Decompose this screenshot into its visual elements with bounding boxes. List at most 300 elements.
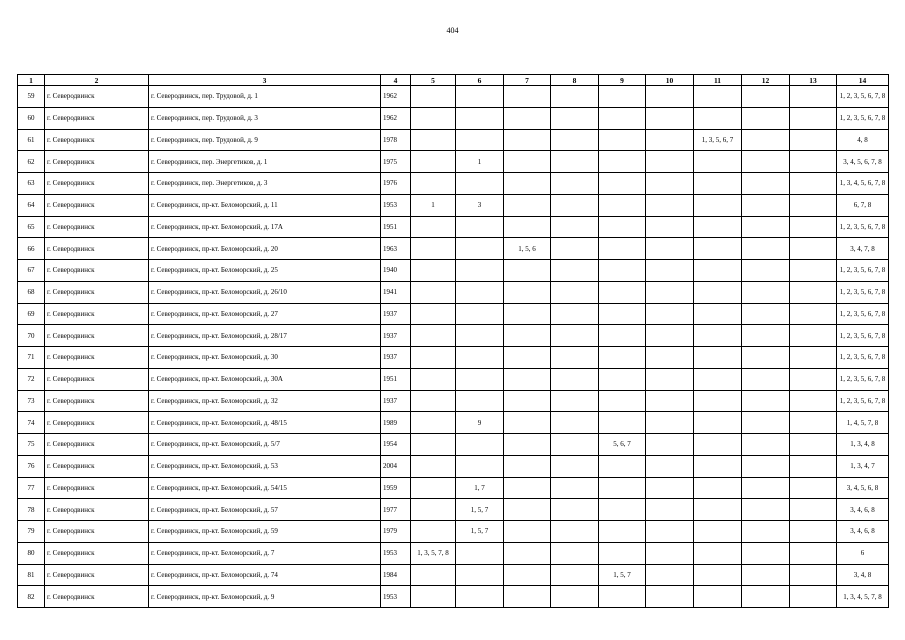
cell-col-13 <box>790 303 837 325</box>
cell-col-8 <box>551 412 599 434</box>
cell-col-5 <box>411 260 456 282</box>
cell-col-9 <box>599 151 646 173</box>
cell-col-8 <box>551 390 599 412</box>
cell-settlement: г. Северодвинск <box>45 542 149 564</box>
cell-settlement: г. Северодвинск <box>45 564 149 586</box>
cell-col-6 <box>456 86 504 108</box>
cell-col-6 <box>456 325 504 347</box>
cell-col-5: 1 <box>411 194 456 216</box>
cell-col-7 <box>504 542 551 564</box>
cell-address: г. Северодвинск, пр-кт. Беломорский, д. 48/15 <box>149 412 381 434</box>
cell-col-13 <box>790 281 837 303</box>
cell-col-5 <box>411 564 456 586</box>
table-row <box>18 499 889 521</box>
cell-col-8 <box>551 586 599 608</box>
cell-row-number: 69 <box>18 303 45 325</box>
cell-address: г. Северодвинск, пр-кт. Беломорский, д. 74 <box>149 564 381 586</box>
cell-col-8 <box>551 368 599 390</box>
cell-address: г. Северодвинск, пер. Трудовой, д. 1 <box>149 86 381 108</box>
cell-col-14: 3, 4, 7, 8 <box>837 238 889 260</box>
cell-col-12 <box>742 521 790 543</box>
cell-col-5 <box>411 173 456 195</box>
cell-col-9 <box>599 455 646 477</box>
cell-col-6 <box>456 260 504 282</box>
column-header-9: 9 <box>599 75 646 86</box>
cell-col-6: 3 <box>456 194 504 216</box>
table-row <box>18 477 889 499</box>
cell-address: г. Северодвинск, пр-кт. Беломорский, д. 17А <box>149 216 381 238</box>
cell-col-6 <box>456 216 504 238</box>
cell-year-built: 2004 <box>381 455 411 477</box>
cell-col-7 <box>504 281 551 303</box>
cell-col-12 <box>742 455 790 477</box>
cell-row-number: 74 <box>18 412 45 434</box>
table-row <box>18 564 889 586</box>
cell-col-9 <box>599 477 646 499</box>
cell-col-9 <box>599 129 646 151</box>
cell-address: г. Северодвинск, пр-кт. Беломорский, д. 20 <box>149 238 381 260</box>
cell-year-built: 1976 <box>381 173 411 195</box>
cell-col-11 <box>694 86 742 108</box>
cell-col-14: 1, 3, 4, 5, 7, 8 <box>837 586 889 608</box>
cell-col-8 <box>551 347 599 369</box>
cell-col-12 <box>742 368 790 390</box>
cell-col-5: 1, 3, 5, 7, 8 <box>411 542 456 564</box>
cell-col-13 <box>790 107 837 129</box>
cell-settlement: г. Северодвинск <box>45 368 149 390</box>
column-header-2: 2 <box>45 75 149 86</box>
cell-col-7 <box>504 564 551 586</box>
cell-address: г. Северодвинск, пр-кт. Беломорский, д. 59 <box>149 521 381 543</box>
cell-col-5 <box>411 499 456 521</box>
table-body <box>18 86 889 608</box>
table-row <box>18 86 889 108</box>
cell-col-7 <box>504 107 551 129</box>
cell-col-8 <box>551 281 599 303</box>
cell-col-10 <box>646 564 694 586</box>
cell-col-8 <box>551 216 599 238</box>
cell-address: г. Северодвинск, пр-кт. Беломорский, д. 26/10 <box>149 281 381 303</box>
cell-col-6 <box>456 303 504 325</box>
cell-col-11 <box>694 434 742 456</box>
cell-settlement: г. Северодвинск <box>45 173 149 195</box>
table-row <box>18 303 889 325</box>
cell-settlement: г. Северодвинск <box>45 151 149 173</box>
table-row <box>18 542 889 564</box>
cell-year-built: 1951 <box>381 216 411 238</box>
cell-col-5 <box>411 455 456 477</box>
cell-row-number: 73 <box>18 390 45 412</box>
cell-col-9: 1, 5, 7 <box>599 564 646 586</box>
cell-address: г. Северодвинск, пр-кт. Беломорский, д. 53 <box>149 455 381 477</box>
cell-row-number: 60 <box>18 107 45 129</box>
column-header-6: 6 <box>456 75 504 86</box>
cell-col-10 <box>646 216 694 238</box>
cell-col-9 <box>599 216 646 238</box>
cell-settlement: г. Северодвинск <box>45 216 149 238</box>
cell-col-8 <box>551 521 599 543</box>
column-header-10: 10 <box>646 75 694 86</box>
cell-col-7 <box>504 455 551 477</box>
page-number: 404 <box>446 26 459 35</box>
cell-year-built: 1951 <box>381 368 411 390</box>
cell-col-11 <box>694 216 742 238</box>
cell-col-7 <box>504 194 551 216</box>
cell-col-10 <box>646 586 694 608</box>
cell-col-10 <box>646 434 694 456</box>
cell-col-14: 3, 4, 6, 8 <box>837 521 889 543</box>
cell-settlement: г. Северодвинск <box>45 390 149 412</box>
cell-col-12 <box>742 434 790 456</box>
cell-settlement: г. Северодвинск <box>45 303 149 325</box>
cell-col-6 <box>456 107 504 129</box>
cell-col-11 <box>694 107 742 129</box>
cell-col-11 <box>694 521 742 543</box>
cell-col-14: 1, 3, 4, 7 <box>837 455 889 477</box>
cell-col-12 <box>742 173 790 195</box>
cell-col-5 <box>411 390 456 412</box>
cell-settlement: г. Северодвинск <box>45 325 149 347</box>
cell-col-8 <box>551 86 599 108</box>
cell-col-7 <box>504 586 551 608</box>
cell-col-12 <box>742 390 790 412</box>
table-row <box>18 107 889 129</box>
column-header-14: 14 <box>837 75 889 86</box>
cell-settlement: г. Северодвинск <box>45 129 149 151</box>
cell-col-12 <box>742 129 790 151</box>
column-header-5: 5 <box>411 75 456 86</box>
cell-col-9 <box>599 281 646 303</box>
cell-col-13 <box>790 455 837 477</box>
cell-col-14: 3, 4, 5, 6, 7, 8 <box>837 151 889 173</box>
cell-address: г. Северодвинск, пер. Энергетиков, д. 1 <box>149 151 381 173</box>
cell-col-8 <box>551 542 599 564</box>
cell-col-11 <box>694 347 742 369</box>
cell-col-14: 1, 2, 3, 5, 6, 7, 8 <box>837 368 889 390</box>
cell-address: г. Северодвинск, пр-кт. Беломорский, д. 5/7 <box>149 434 381 456</box>
cell-col-10 <box>646 173 694 195</box>
cell-year-built: 1953 <box>381 586 411 608</box>
cell-col-12 <box>742 325 790 347</box>
cell-col-12 <box>742 347 790 369</box>
cell-row-number: 70 <box>18 325 45 347</box>
cell-col-13 <box>790 542 837 564</box>
cell-year-built: 1984 <box>381 564 411 586</box>
cell-col-5 <box>411 434 456 456</box>
column-header-11: 11 <box>694 75 742 86</box>
cell-col-7 <box>504 86 551 108</box>
cell-year-built: 1959 <box>381 477 411 499</box>
cell-col-6 <box>456 542 504 564</box>
cell-col-10 <box>646 325 694 347</box>
cell-year-built: 1962 <box>381 86 411 108</box>
cell-col-7 <box>504 390 551 412</box>
cell-year-built: 1953 <box>381 194 411 216</box>
cell-row-number: 65 <box>18 216 45 238</box>
cell-col-12 <box>742 194 790 216</box>
cell-col-9 <box>599 390 646 412</box>
column-header-12: 12 <box>742 75 790 86</box>
cell-col-9 <box>599 260 646 282</box>
cell-col-13 <box>790 499 837 521</box>
cell-col-7 <box>504 129 551 151</box>
table-row <box>18 390 889 412</box>
cell-col-5 <box>411 368 456 390</box>
cell-col-14: 3, 4, 6, 8 <box>837 499 889 521</box>
cell-col-9 <box>599 238 646 260</box>
cell-col-14: 1, 3, 4, 8 <box>837 434 889 456</box>
cell-col-14: 1, 2, 3, 5, 6, 7, 8 <box>837 281 889 303</box>
cell-col-6 <box>456 281 504 303</box>
cell-col-12 <box>742 586 790 608</box>
table-row <box>18 151 889 173</box>
cell-row-number: 72 <box>18 368 45 390</box>
cell-col-6 <box>456 347 504 369</box>
cell-settlement: г. Северодвинск <box>45 521 149 543</box>
cell-col-14: 1, 3, 4, 5, 6, 7, 8 <box>837 173 889 195</box>
cell-col-7 <box>504 347 551 369</box>
cell-col-12 <box>742 477 790 499</box>
cell-col-11 <box>694 477 742 499</box>
cell-col-8 <box>551 303 599 325</box>
cell-col-10 <box>646 107 694 129</box>
table-row <box>18 455 889 477</box>
cell-address: г. Северодвинск, пр-кт. Беломорский, д. 28/17 <box>149 325 381 347</box>
cell-col-6: 1 <box>456 151 504 173</box>
cell-col-5 <box>411 129 456 151</box>
table-header <box>18 75 889 86</box>
cell-col-13 <box>790 477 837 499</box>
cell-col-5 <box>411 477 456 499</box>
cell-col-11 <box>694 390 742 412</box>
table-row <box>18 194 889 216</box>
column-header-1: 1 <box>18 75 45 86</box>
cell-col-5 <box>411 151 456 173</box>
cell-col-10 <box>646 390 694 412</box>
cell-col-11 <box>694 499 742 521</box>
cell-row-number: 59 <box>18 86 45 108</box>
cell-col-10 <box>646 412 694 434</box>
cell-col-7 <box>504 151 551 173</box>
cell-col-12 <box>742 86 790 108</box>
cell-settlement: г. Северодвинск <box>45 238 149 260</box>
cell-col-5 <box>411 107 456 129</box>
cell-row-number: 68 <box>18 281 45 303</box>
cell-col-11 <box>694 151 742 173</box>
cell-settlement: г. Северодвинск <box>45 586 149 608</box>
cell-col-5 <box>411 325 456 347</box>
cell-col-9 <box>599 194 646 216</box>
cell-col-10 <box>646 260 694 282</box>
cell-col-13 <box>790 564 837 586</box>
cell-col-13 <box>790 390 837 412</box>
cell-col-7 <box>504 477 551 499</box>
cell-col-10 <box>646 281 694 303</box>
cell-row-number: 80 <box>18 542 45 564</box>
cell-col-12 <box>742 303 790 325</box>
cell-col-14: 1, 4, 5, 7, 8 <box>837 412 889 434</box>
cell-year-built: 1937 <box>381 347 411 369</box>
cell-col-9 <box>599 542 646 564</box>
cell-year-built: 1937 <box>381 325 411 347</box>
cell-col-13 <box>790 434 837 456</box>
cell-col-6 <box>456 586 504 608</box>
column-header-4: 4 <box>381 75 411 86</box>
cell-col-6: 9 <box>456 412 504 434</box>
cell-col-11: 1, 3, 5, 6, 7 <box>694 129 742 151</box>
cell-col-9 <box>599 499 646 521</box>
cell-col-5 <box>411 303 456 325</box>
cell-col-13 <box>790 238 837 260</box>
cell-col-10 <box>646 194 694 216</box>
cell-col-13 <box>790 325 837 347</box>
cell-col-6: 1, 5, 7 <box>456 499 504 521</box>
cell-col-14: 1, 2, 3, 5, 6, 7, 8 <box>837 260 889 282</box>
cell-year-built: 1989 <box>381 412 411 434</box>
cell-settlement: г. Северодвинск <box>45 347 149 369</box>
cell-col-14: 3, 4, 5, 6, 8 <box>837 477 889 499</box>
cell-col-6: 1, 7 <box>456 477 504 499</box>
cell-col-7 <box>504 521 551 543</box>
cell-col-10 <box>646 521 694 543</box>
cell-col-13 <box>790 368 837 390</box>
cell-address: г. Северодвинск, пр-кт. Беломорский, д. 57 <box>149 499 381 521</box>
cell-year-built: 1937 <box>381 303 411 325</box>
cell-col-10 <box>646 151 694 173</box>
cell-row-number: 81 <box>18 564 45 586</box>
header-row <box>18 75 889 86</box>
cell-col-6 <box>456 238 504 260</box>
cell-year-built: 1978 <box>381 129 411 151</box>
cell-col-9 <box>599 107 646 129</box>
cell-col-14: 6, 7, 8 <box>837 194 889 216</box>
cell-col-8 <box>551 434 599 456</box>
cell-col-7 <box>504 325 551 347</box>
cell-col-14: 1, 2, 3, 5, 6, 7, 8 <box>837 107 889 129</box>
cell-col-14: 1, 2, 3, 5, 6, 7, 8 <box>837 216 889 238</box>
cell-col-9 <box>599 347 646 369</box>
cell-col-12 <box>742 107 790 129</box>
cell-col-5 <box>411 281 456 303</box>
cell-col-13 <box>790 521 837 543</box>
cell-col-7 <box>504 216 551 238</box>
cell-row-number: 75 <box>18 434 45 456</box>
table-row <box>18 434 889 456</box>
cell-col-7: 1, 5, 6 <box>504 238 551 260</box>
cell-row-number: 64 <box>18 194 45 216</box>
cell-address: г. Северодвинск, пр-кт. Беломорский, д. 9 <box>149 586 381 608</box>
cell-col-8 <box>551 260 599 282</box>
cell-year-built: 1979 <box>381 521 411 543</box>
cell-col-10 <box>646 499 694 521</box>
cell-col-8 <box>551 238 599 260</box>
cell-col-8 <box>551 499 599 521</box>
cell-col-12 <box>742 412 790 434</box>
cell-col-7 <box>504 260 551 282</box>
cell-year-built: 1940 <box>381 260 411 282</box>
table-row <box>18 216 889 238</box>
cell-col-8 <box>551 477 599 499</box>
column-header-7: 7 <box>504 75 551 86</box>
cell-col-14: 1, 2, 3, 5, 6, 7, 8 <box>837 303 889 325</box>
cell-col-9 <box>599 86 646 108</box>
cell-col-5 <box>411 216 456 238</box>
cell-col-11 <box>694 586 742 608</box>
cell-address: г. Северодвинск, пр-кт. Беломорский, д. 7 <box>149 542 381 564</box>
cell-col-5 <box>411 412 456 434</box>
cell-col-8 <box>551 151 599 173</box>
table-row <box>18 281 889 303</box>
cell-col-11 <box>694 260 742 282</box>
cell-col-5 <box>411 521 456 543</box>
cell-row-number: 76 <box>18 455 45 477</box>
cell-col-8 <box>551 173 599 195</box>
cell-col-11 <box>694 455 742 477</box>
cell-address: г. Северодвинск, пр-кт. Беломорский, д. 11 <box>149 194 381 216</box>
cell-year-built: 1977 <box>381 499 411 521</box>
cell-col-14: 3, 4, 8 <box>837 564 889 586</box>
cell-col-12 <box>742 564 790 586</box>
cell-col-10 <box>646 238 694 260</box>
cell-year-built: 1954 <box>381 434 411 456</box>
cell-col-9 <box>599 521 646 543</box>
cell-year-built: 1963 <box>381 238 411 260</box>
cell-row-number: 66 <box>18 238 45 260</box>
cell-col-14: 1, 2, 3, 5, 6, 7, 8 <box>837 325 889 347</box>
cell-col-12 <box>742 260 790 282</box>
cell-address: г. Северодвинск, пер. Трудовой, д. 3 <box>149 107 381 129</box>
cell-row-number: 82 <box>18 586 45 608</box>
cell-col-7 <box>504 303 551 325</box>
cell-col-10 <box>646 129 694 151</box>
cell-col-5 <box>411 586 456 608</box>
cell-settlement: г. Северодвинск <box>45 412 149 434</box>
cell-year-built: 1937 <box>381 390 411 412</box>
cell-address: г. Северодвинск, пр-кт. Беломорский, д. 25 <box>149 260 381 282</box>
table-row <box>18 368 889 390</box>
cell-address: г. Северодвинск, пр-кт. Беломорский, д. 32 <box>149 390 381 412</box>
cell-year-built: 1962 <box>381 107 411 129</box>
cell-row-number: 77 <box>18 477 45 499</box>
cell-col-6 <box>456 434 504 456</box>
cell-col-5 <box>411 86 456 108</box>
cell-col-12 <box>742 216 790 238</box>
cell-col-11 <box>694 238 742 260</box>
table-row <box>18 586 889 608</box>
cell-address: г. Северодвинск, пр-кт. Беломорский, д. 30 <box>149 347 381 369</box>
cell-settlement: г. Северодвинск <box>45 281 149 303</box>
cell-settlement: г. Северодвинск <box>45 499 149 521</box>
cell-col-5 <box>411 347 456 369</box>
cell-col-12 <box>742 281 790 303</box>
cell-settlement: г. Северодвинск <box>45 434 149 456</box>
cell-col-11 <box>694 325 742 347</box>
table-row <box>18 238 889 260</box>
cell-col-8 <box>551 564 599 586</box>
cell-col-11 <box>694 173 742 195</box>
cell-settlement: г. Северодвинск <box>45 107 149 129</box>
cell-col-11 <box>694 281 742 303</box>
cell-col-9 <box>599 303 646 325</box>
cell-col-6 <box>456 129 504 151</box>
cell-col-7 <box>504 499 551 521</box>
cell-col-7 <box>504 368 551 390</box>
cell-col-13 <box>790 151 837 173</box>
cell-col-11 <box>694 542 742 564</box>
cell-col-13 <box>790 412 837 434</box>
cell-row-number: 78 <box>18 499 45 521</box>
cell-row-number: 61 <box>18 129 45 151</box>
